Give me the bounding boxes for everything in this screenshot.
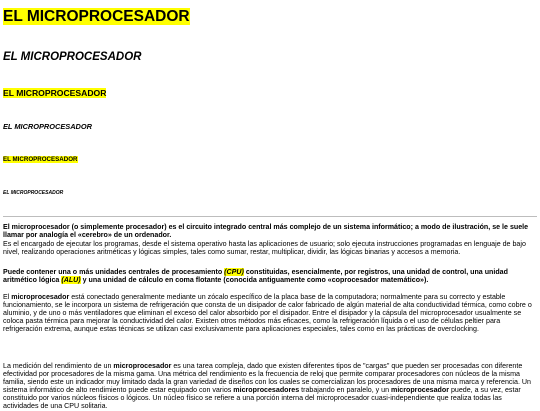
paragraph-units-part-a: Puede contener una o más unidades centrales de procesamiento xyxy=(3,268,225,276)
heading-2: EL MICROPROCESADOR xyxy=(3,51,142,63)
paragraph-cooling xyxy=(3,293,536,333)
paragraph-cooling-part-a: El xyxy=(3,293,12,301)
paragraph-performance-part-b: es una tarea compleja, dado que existen diferentes tipos de "cargas" que pueden ser procesadas con diferente efectividad por procesadores de la misma gama. Una métrica del rendimiento es la frecuencia de reloj que permite comparar procesadores con núcleos de la misma familia, siendo este un indicador muy limitado dada la gran variedad de diseños con los cuales se comercializan los procesadores de una misma marca y referencia. Un sistema informático de alto rendimiento puede estar equipado con varios xyxy=(3,362,531,395)
microprocesador-term-2: microprocesador xyxy=(391,386,449,395)
paragraph-cooling-part-b: está conectado generalmente mediante un zócalo específico de la placa base de la computadora; normalmente para su correcto y estable funcionamiento, se le incorpora un sistema de refrigeración que consta de un disipador de calor fabricado de algún material de alta conductividad térmica, como cobre o aluminio, y de uno o más ventiladores que eliminan el exceso del calor absorbido por el disipador. Entre el disipador y la cápsula del microprocesador usualmente se coloca pasta térmica para mejorar la conductividad del calor. Existen otros métodos más eficaces, como la refrigeración líquida o el uso de células peltier para refrigeración extrema, aunque estas técnicas se utilizan casi exclusivamente para aplicaciones especiales, tales como en las prácticas de overclocking. xyxy=(3,293,532,334)
cpu-highlight: (CPU) xyxy=(224,268,244,276)
paragraph-units-part-b: constituidas, esencialmente, por registros, una unidad de control, una unidad aritmético lógica xyxy=(3,268,508,285)
heading-5 xyxy=(3,156,78,163)
paragraph-units-part-c: y una unidad de cálculo en coma flotante (conocida antiguamente como «coprocesador matemático»). xyxy=(80,276,429,285)
paragraph-performance xyxy=(3,362,536,411)
paragraph-performance-part-a: La medición del rendimiento de un xyxy=(3,362,114,370)
microprocesador-term: microprocesador xyxy=(11,293,70,301)
heading-1-text: EL MICROPROCESADOR xyxy=(3,8,190,25)
paragraph-performance-part-c: trabajando en paralelo, y un xyxy=(299,386,392,395)
heading-3 xyxy=(3,88,106,98)
microprocesadores-term: microprocesadores xyxy=(233,386,300,395)
heading-5-text: EL MICROPROCESADOR xyxy=(3,156,78,163)
microprocesador-term-1: microprocesador xyxy=(113,362,172,370)
heading-4: EL MICROPROCESADOR xyxy=(3,122,92,131)
paragraph-intro: El microprocesador (o simplemente procesador) es el circuito integrado central más complejo de un sistema informático; a modo de ilustración, se le suele llamar por analogía el «cerebro» de un ordenador. xyxy=(3,223,529,240)
horizontal-rule xyxy=(3,216,537,217)
paragraph-units xyxy=(3,268,536,284)
paragraph-function: Es el encargado de ejecutar los programas, desde el sistema operativo hasta las aplicaciones de usuario; solo ejecuta instrucciones programadas en lenguaje de bajo nivel, realizando operaciones aritméticas y lógicas simples, tales como sumar, restar, multiplicar, dividir, las lógicas binarias y accesos a memoria. xyxy=(3,240,526,257)
heading-1 xyxy=(3,8,190,26)
heading-6: EL MICROPROCESADOR xyxy=(3,190,64,196)
paragraph-performance-part-d: puede, a su vez, estar constituido por varios núcleos físicos o lógicos. Un núcleo físico se refiere a una porción interna del microprocesador cuasi-independiente que realiza todas las actividades de una CPU solitaria. xyxy=(3,386,521,411)
alu-highlight: (ALU) xyxy=(61,276,81,285)
heading-3-text: EL MICROPROCESADOR xyxy=(3,88,107,98)
